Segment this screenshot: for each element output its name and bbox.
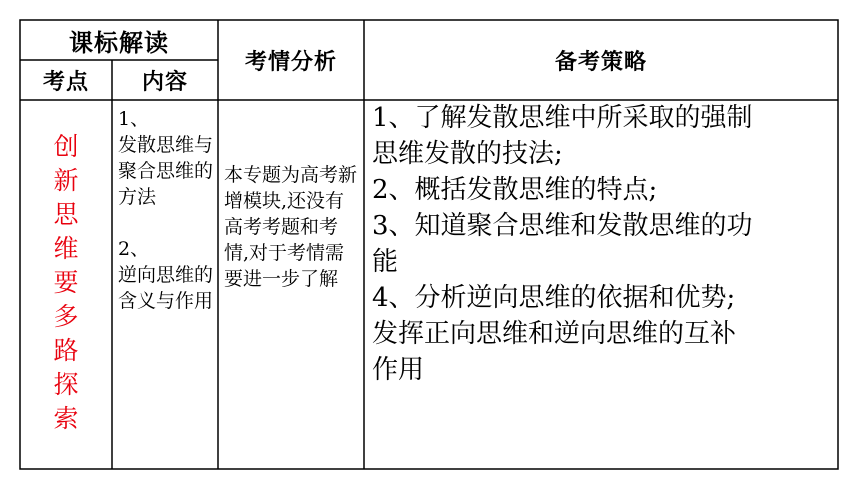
- strategy-cell: [364, 100, 838, 469]
- topic-text: 创新思维要多路探索: [53, 132, 79, 433]
- strategy-header: 备考策略: [554, 49, 647, 75]
- exam-point-header: 考点: [42, 69, 89, 95]
- analysis-text: 本专题为高考新增模块,还没有高考考题和考情,对于考情需要进一步了解: [224, 164, 358, 290]
- strategy-line: 4、分析逆向思维的依据和优势;: [372, 283, 736, 313]
- strategy-line: 能: [372, 247, 399, 277]
- strategy-line: 发挥正向思维和逆向思维的互补: [372, 319, 737, 349]
- content-item-1: 1、 发散思维与聚合思维的方法: [118, 108, 214, 208]
- content-header: 内容: [141, 69, 188, 95]
- analysis-header: 考情分析: [244, 49, 337, 75]
- content-cell: [112, 100, 218, 469]
- strategy-line: 1、了解发散思维中所采取的强制: [372, 103, 753, 133]
- strategy-line: 3、知道聚合思维和发散思维的功: [372, 211, 753, 241]
- analysis-cell: [218, 100, 364, 469]
- curriculum-header: 课标解读: [69, 28, 169, 57]
- strategy-line: 2、概括发散思维的特点;: [372, 175, 658, 205]
- strategy-line: 思维发散的技法;: [372, 139, 563, 169]
- topic-cell: [20, 100, 112, 469]
- strategy-line: 作用: [372, 355, 425, 385]
- content-item-2: 2、 逆向思维的含义与作用: [118, 238, 214, 312]
